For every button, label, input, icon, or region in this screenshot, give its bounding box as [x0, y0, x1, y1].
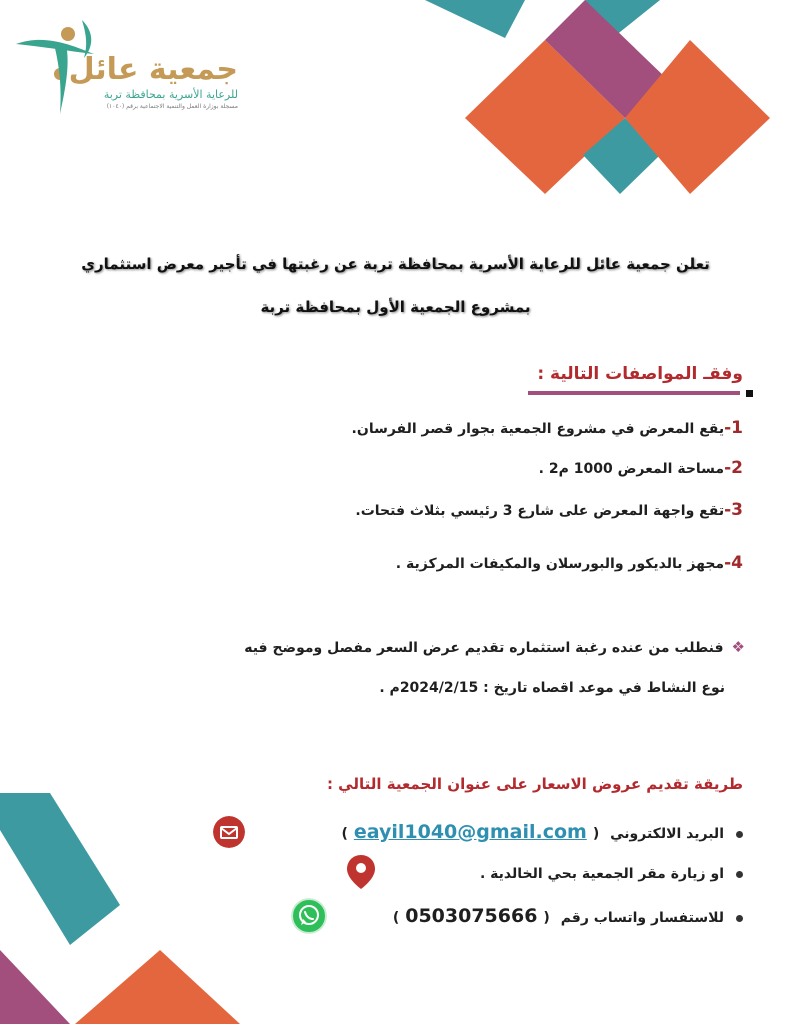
notice-line2: نوع النشاط في موعد اقصاه تاريخ : 2024/2/15م .: [379, 680, 725, 696]
logo-name: جمعية عائل: [68, 52, 238, 87]
notice-line1: ❖فنطلب من عنده رغبة استثماره تقديم عرض السعر مفصل وموضح فيه: [244, 638, 745, 656]
spec-item-2: 2-مساحة المعرض 1000 م2 .: [538, 458, 743, 478]
contact-visit-row: او زيارة مقر الجمعية بحي الخالدية .: [480, 866, 743, 882]
bullet-dot: [736, 831, 743, 838]
teal-diagonal-bottom: [0, 793, 120, 945]
specs-title: وفقـ المواصفات التالية :: [537, 364, 743, 384]
logo-subtitle: للرعاية الأسرية بمحافظة تربة: [103, 88, 238, 101]
teal-triangle-top: [425, 0, 525, 38]
whatsapp-icon: [291, 898, 327, 934]
orange-triangle-bottom: [75, 950, 240, 1024]
mail-icon: [213, 816, 245, 848]
diamond-bullet-icon: ❖: [731, 638, 745, 656]
announcement-heading-line1: تعلن جمعية عائل للرعاية الأسرية بمحافظة تربة عن رغبتها في تأجير معرض استثماري: [81, 255, 710, 273]
email-link[interactable]: eayil1040@gmail.com: [353, 821, 587, 843]
specs-square-bullet: [746, 390, 753, 397]
submission-title: طريقة تقديم عروض الاسعار على عنوان الجمعية التالي :: [326, 775, 743, 793]
specs-title-block: [537, 364, 743, 384]
specs-underline: [528, 391, 740, 395]
spec-item-4: 4-مجهز بالديكور والبورسلان والمكيفات المركزية .: [395, 553, 743, 573]
logo-registration: مسجلة بوزارة العمل والتنمية الاجتماعية برقم (١٠٤٠): [106, 103, 238, 110]
contact-phone-row: للاستفسار واتساب رقم (0503075666): [387, 905, 743, 927]
contact-email-row: البريد الالكتروني (eayil1040@gmail.com): [335, 821, 743, 843]
bullet-dot: [736, 915, 743, 922]
spec-item-3: 3-تقع واجهة المعرض على شارع 3 رئيسي بثلاث فتحات.: [355, 500, 743, 520]
purple-triangle-bottom: [0, 950, 70, 1024]
bullet-dot: [736, 871, 743, 878]
phone-number[interactable]: 0503075666: [405, 905, 538, 927]
announcement-heading-line2: بمشروع الجمعية الأول بمحافظة تربة: [260, 298, 531, 316]
location-pin-icon: [346, 854, 376, 890]
spec-item-1: 1-يقع المعرض في مشروع الجمعية بجوار قصر الفرسان.: [351, 418, 743, 438]
